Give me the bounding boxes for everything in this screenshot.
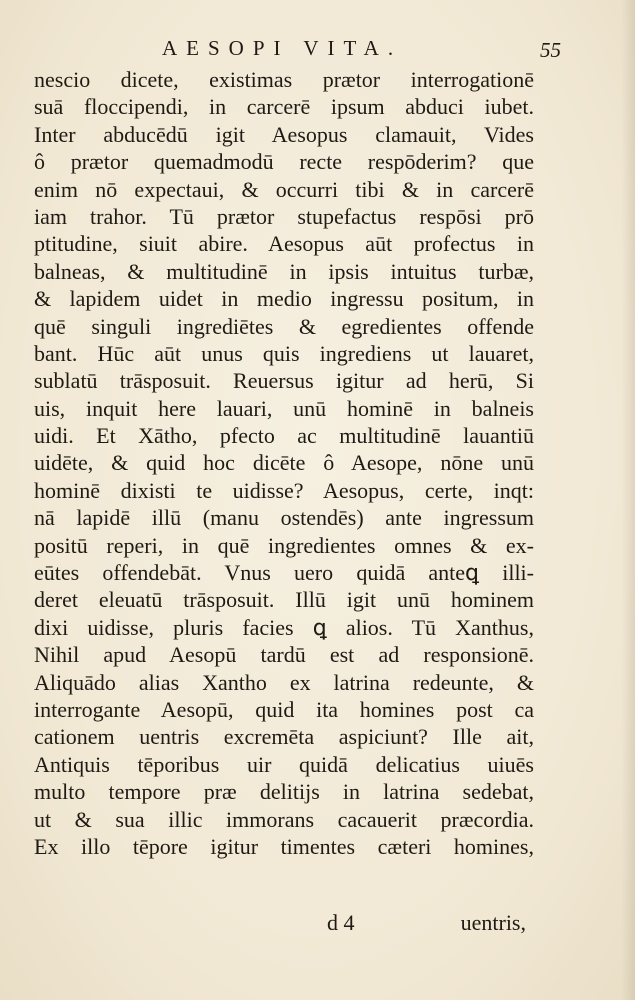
text-line: nā lapidē illū (manu ostendēs) ante ingressum [34, 505, 534, 531]
signature-mark: d 4 [327, 910, 355, 935]
footer-line [34, 910, 534, 940]
text-line: ô prætor quemadmodū recte respōderim? que [34, 149, 534, 175]
text-line: Antiquis tēporibus uir quidā delicatius uiuēs [34, 751, 534, 777]
text-line: uis, inquit here lauari, unū hominē in balneis [34, 395, 534, 421]
text-line: suā floccipendi, in carcerē ipsum abduci iubet. [34, 94, 534, 120]
text-line: Aliquādo alias Xantho ex latrina redeunte, & [34, 669, 534, 695]
text-line: cationem uentris excremēta aspiciunt? Ille ait, [34, 724, 534, 750]
text-line: nescio dicete, existimas prætor interrogationē [34, 67, 534, 92]
text-line: ut & sua illic immorans cacauerit præcordia. [34, 806, 534, 832]
text-line: enim nō expectaui, & occurri tibi & in carcerē [34, 176, 534, 202]
text-line: bant. Hūc aūt unus quis ingrediens ut lauaret, [34, 340, 534, 366]
running-head-title: AESOPI VITA. [162, 36, 403, 60]
text-line: hominē dixisti te uidisse? Aesopus, certe, inqt: [34, 477, 534, 503]
text-line: deret eleuatū trāsposuit. Illū igit unū hominem [34, 587, 534, 613]
page-number: 55 [540, 38, 561, 62]
text-line: iam trahor. Tū prætor stupefactus respōsi prō [34, 203, 534, 229]
text-line: uidēte, & quid hoc dicēte ô Aesope, nōne unū [34, 450, 534, 476]
text-line: ptitudine, siuit abire. Aesopus aūt profectus in [34, 231, 534, 257]
text-line: positū reperi, in quē ingredientes omnes & ex- [34, 532, 534, 558]
text-line: & lapidem uidet in medio ingressu positum, in [34, 286, 534, 312]
text-line: dixi uidisse, pluris facies ꝗ alios. Tū Xanthus, [34, 614, 534, 640]
page-edge-shadow [621, 0, 635, 1000]
text-line: multo tempore præ delitijs in latrina sedebat, [34, 779, 534, 805]
catchword: uentris, [460, 910, 526, 935]
text-line: uidi. Et Xātho, pfecto ac multitudinē lauantiū [34, 423, 534, 449]
running-head [0, 36, 635, 66]
text-block [34, 66, 534, 860]
text-line: sublatū trāsposuit. Reuersus igitur ad herū, Si [34, 368, 534, 394]
text-line: Ex illo tēpore igitur timentes cæteri homines, [34, 833, 534, 859]
text-line: balneas, & multitudinē in ipsis intuitus turbæ, [34, 258, 534, 284]
text-line: Nihil apud Aesopū tardū est ad responsionē. [34, 642, 534, 668]
text-line: interrogante Aesopū, quid ita homines post ca [34, 696, 534, 722]
text-line: Inter abducēdū igit Aesopus clamauit, Vides [34, 121, 534, 147]
text-line: quē singuli ingrediētes & egredientes offende [34, 313, 534, 339]
text-line: eūtes offendebāt. Vnus uero quidā anteꝗ illi- [34, 560, 534, 586]
